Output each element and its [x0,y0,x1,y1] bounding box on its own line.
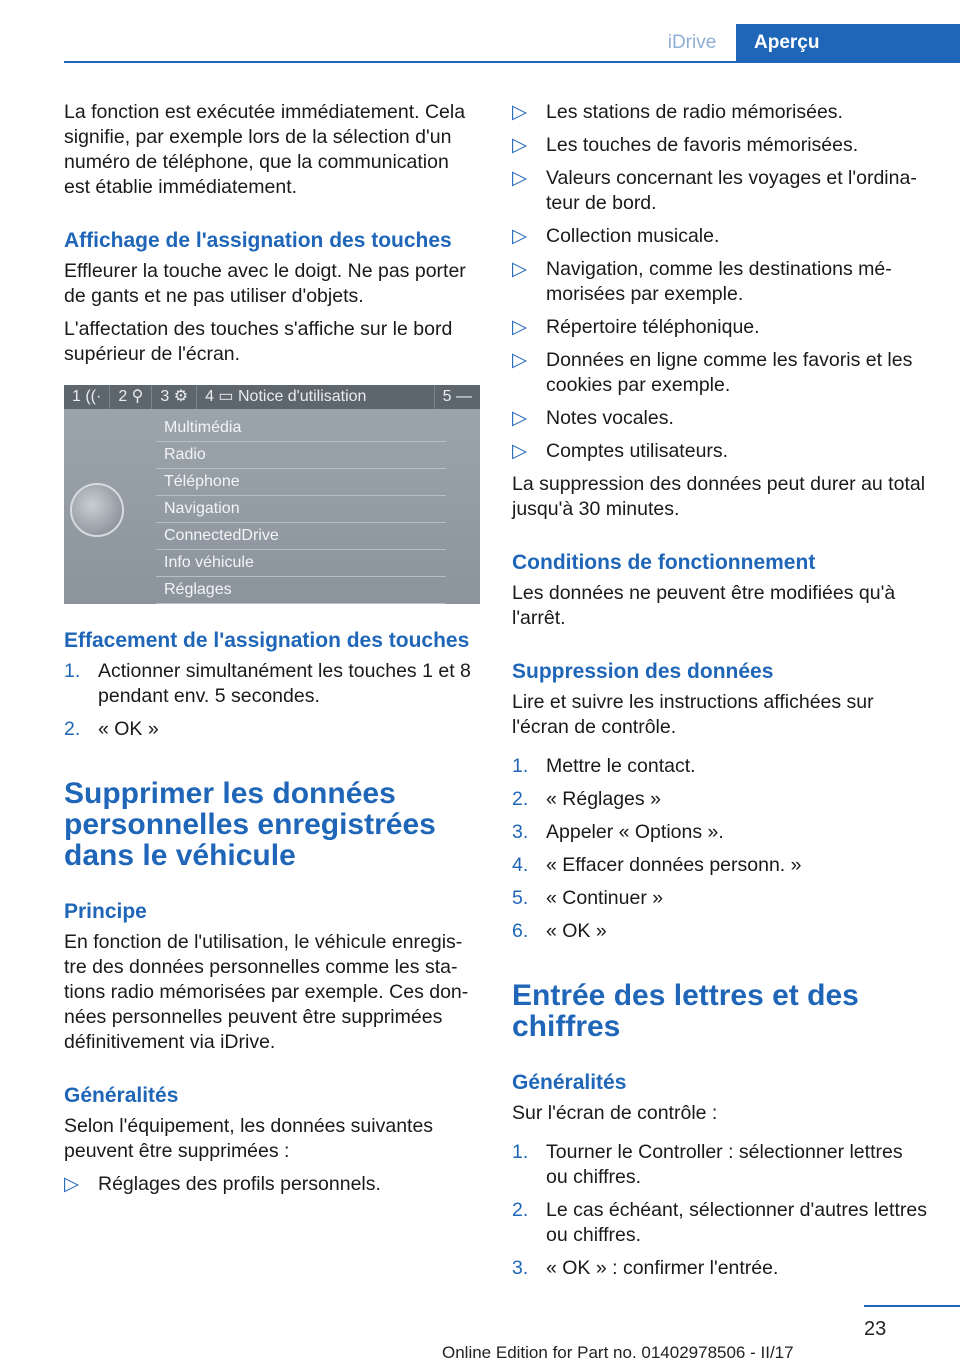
list-item: 1. Actionner simultanément les touches 1 et 8 pendant env. 5 secondes. [64,660,471,707]
step-number: 1. [512,755,529,777]
bullet-arrow-icon: ▷ [512,101,527,123]
heading-erase-assignment: Effacement de l'assignation des touches [64,629,470,652]
step-number: 2. [64,718,81,740]
screen-key-1: 1 ((· [64,385,110,409]
list-item: 3. Appeler « Options ». [512,821,724,843]
entry-steps-list [512,1140,928,1281]
bullet-arrow-icon: ▷ [512,349,527,371]
step-number: 4. [512,854,529,876]
step-number: 3. [512,821,529,843]
deletable-data-list-continued [512,100,928,464]
bullet-arrow-icon: ▷ [64,1173,79,1195]
right-column [512,100,928,1289]
step-number: 1. [64,660,81,682]
erase-steps-list [64,659,478,742]
screen-menu-item: Info véhicule [156,550,446,577]
bullet-arrow-icon: ▷ [512,316,527,338]
bullet-arrow-icon: ▷ [512,440,527,462]
screen-menu-item: Radio [156,442,446,469]
bullet-arrow-icon: ▷ [512,225,527,247]
list-item: 6. « OK » [512,920,607,942]
assign-paragraph-1: Effleurer la touche avec le doigt. Ne pas porter de gants et ne pas utiliser d'objets. [64,260,466,307]
list-item: 2. « Réglages » [512,788,661,810]
screen-key-4: 4 ▭ Notice d'utilisation [197,385,435,409]
deletion-steps-list [512,754,928,944]
screen-menu-item: Téléphone [156,469,446,496]
assign-paragraph-2: L'affectation des touches s'affiche sur le bord supérieur de l'écran. [64,318,453,365]
step-number: 5. [512,887,529,909]
list-item: 4. « Effacer données personn. » [512,854,802,876]
list-item: ▷ Valeurs concernant les voyages et l'ordinateur de bord. [512,167,917,214]
screen-key-2: 2 ⚲ [110,385,152,409]
heading-letters-numbers: Entrée des lettres et des chiffres [512,979,859,1043]
bullet-arrow-icon: ▷ [512,167,527,189]
list-item: 2. Le cas échéant, sélectionner d'autres lettres ou chiffres. [512,1199,927,1246]
intro-paragraph: La fonction est exécutée immédiatement. Cela signifie, par exemple lors de la sélection d'un numéro de téléphone, que la communication est établie immédiatement. [64,101,466,198]
screen-menu-item: Navigation [156,496,446,523]
heading-conditions: Conditions de fonctionnement [512,551,816,574]
step-number: 2. [512,1199,529,1221]
list-item: 1. Mettre le contact. [512,755,696,777]
heading-principle: Principe [64,900,147,923]
controller-knob-icon [70,483,124,537]
list-item: ▷ Navigation, comme les destinations mémorisées par exemple. [512,258,892,305]
heading-general: Généralités [64,1084,179,1107]
screen-menu-item: Multimédia [156,415,446,442]
list-item: ▷ Notes vocales. [512,407,674,429]
heading-delete-personal-data: Supprimer les données personnelles enregistrées dans le véhicule [64,777,436,872]
header-section-tab: iDrive [648,24,736,62]
general-paragraph: Selon l'équipement, les données suivantes peuvent être supprimées : [64,1115,434,1162]
edition-note: Online Edition for Part no. 01402978506 - II/17 [442,1343,794,1362]
screen-menu [156,415,446,604]
left-column [64,100,478,1205]
general-2-paragraph: Sur l'écran de contrôle : [512,1102,718,1124]
bullet-arrow-icon: ▷ [512,258,527,280]
footer-rule [864,1305,960,1307]
list-item: ▷ Répertoire téléphonique. [512,316,760,338]
deletable-data-list [64,1172,478,1197]
screen-menu-item: ConnectedDrive [156,523,446,550]
heading-general-2: Généralités [512,1071,627,1094]
screen-key-5: 5 — [442,388,472,405]
screen-menu-item: Réglages [156,577,446,604]
list-item: 1. Tourner le Controller : sélectionner lettres ou chiffres. [512,1141,903,1188]
list-item: ▷ Données en ligne comme les favoris et les cookies par exemple. [512,349,913,396]
step-number: 3. [512,1257,529,1279]
list-item: ▷ Comptes utilisateurs. [512,440,729,462]
principle-paragraph: En fonction de l'utilisation, le véhicule enregistre des données personnelles comme les stations radio mémorisées par exemple. Ces données personnelles peuvent être supprimées définitivement via iDrive. [64,931,469,1053]
heading-key-assignment: Affichage de l'assignation des touches [64,229,452,252]
list-item: ▷ Les stations de radio mémorisées. [512,101,843,123]
screen-key-bar [64,385,480,409]
list-item: ▷ Collection musicale. [512,225,720,247]
step-number: 1. [512,1141,529,1163]
list-item: ▷ Les touches de favoris mémorisées. [512,134,859,156]
bullet-arrow-icon: ▷ [512,134,527,156]
step-number: 2. [512,788,529,810]
list-item: ▷ Réglages des profils personnels. [64,1173,381,1195]
deletion-paragraph: Lire et suivre les instructions affichées sur l'écran de contrôle. [512,691,874,738]
bullet-arrow-icon: ▷ [512,407,527,429]
screen-key-3: 3 ⚙ [152,385,197,409]
heading-data-deletion: Suppression des données [512,660,774,683]
list-item: 5. « Continuer » [512,887,664,909]
header-chapter-tab: Aperçu [736,24,960,62]
list-item: 3. « OK » : confirmer l'entrée. [512,1257,779,1279]
conditions-paragraph: Les données ne peuvent être modifiées qu'à l'arrêt. [512,582,896,629]
duration-paragraph: La suppression des données peut durer au total jusqu'à 30 minutes. [512,473,926,520]
header-rule [64,61,960,63]
list-item: 2. « OK » [64,718,159,740]
step-number: 6. [512,920,529,942]
idrive-screen-image [64,385,480,604]
page-number: 23 [864,1318,887,1340]
